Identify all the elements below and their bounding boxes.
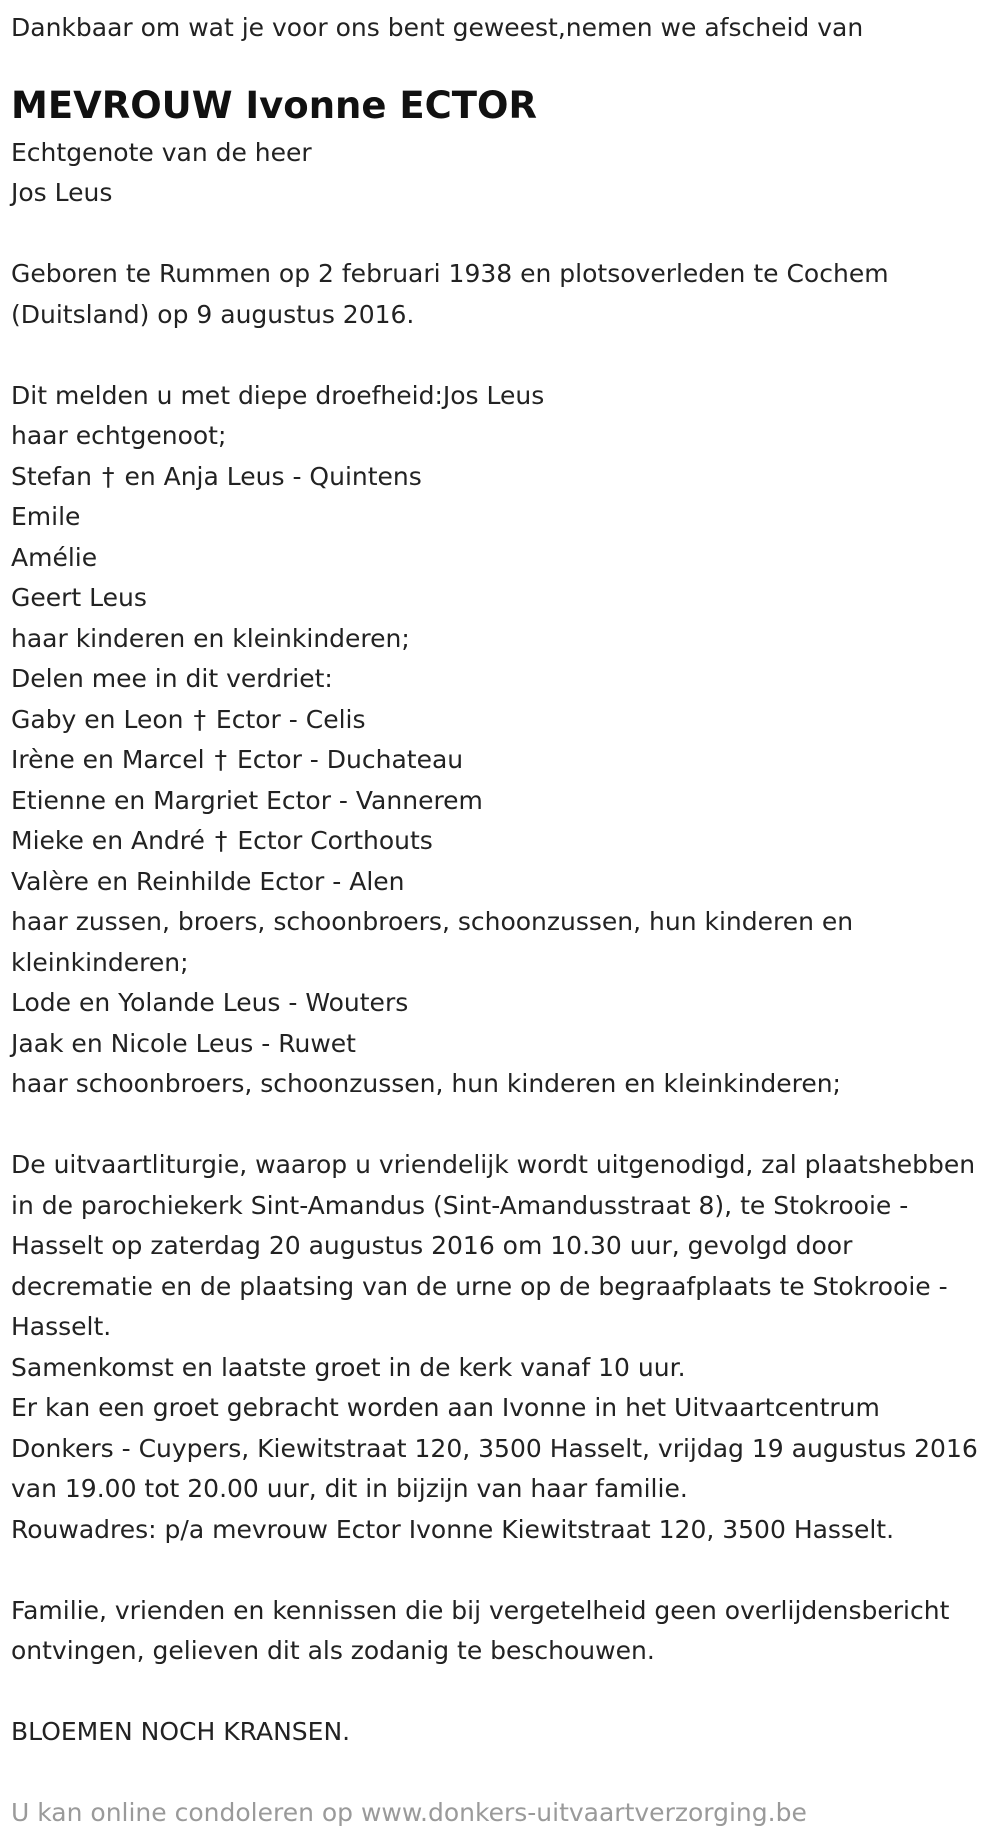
family-name: Ector Corthouts <box>237 826 433 855</box>
family-line <box>11 821 989 862</box>
family-name: Gaby en Leon <box>11 704 184 734</box>
family-name: Mieke en André <box>11 826 205 855</box>
family-line: Lode en Yolande Leus - Wouters <box>11 988 409 1017</box>
cross-icon: † <box>214 826 228 855</box>
ceremony-text: De uitvaartliturgie, waarop u vriendelijk wordt uitgenodigd, zal plaatshebben in de parochiekerk Sint-Amandus (Sint-Amandusstraat 8), te Stokrooie - Hasselt op zaterdag 20 augustus 2016 om 10.30 uur, gevolgd door decrematie en de plaatsing van de urne op de begraafplaats te Stokrooie - Hasselt. <box>11 1150 976 1341</box>
family-line: haar schoonbroers, schoonzussen, hun kinderen en kleinkinderen; <box>11 1069 841 1098</box>
family-line: haar zussen, broers, schoonbroers, schoonzussen, hun kinderen en kleinkinderen; <box>11 907 854 977</box>
birth-death-text: Geboren te Rummen op 2 februari 1938 en plotsoverleden te Cochem (Duitsland) op 9 augustus 2016. <box>11 259 889 329</box>
spacer <box>11 1672 989 1713</box>
family-line: Jaak en Nicole Leus - Ruwet <box>11 1028 356 1058</box>
family-line: Delen mee in dit verdriet: <box>11 664 333 693</box>
family-line: haar kinderen en kleinkinderen; <box>11 623 410 653</box>
family-line <box>11 457 989 498</box>
family-line: Dit melden u met diepe droefheid:Jos Leus <box>11 380 545 410</box>
spacer <box>11 335 989 376</box>
family-name: Ector - Celis <box>215 704 366 734</box>
farewell-text: Er kan een groet gebracht worden aan Ivonne in het Uitvaartcentrum Donkers - Cuypers, Kiewitstraat 120, 3500 Hasselt, vrijdag 19 augustus 2016 van 19.00 tot 20.00 uur, dit in bijzijn van haar familie. <box>11 1393 978 1503</box>
spacer <box>11 214 989 255</box>
family-line: Amélie <box>11 542 98 572</box>
flowers-notice: BLOEMEN NOCH KRANSEN. <box>11 1717 351 1746</box>
deceased-name: MEVROUW Ivonne ECTOR <box>11 83 537 127</box>
spouse-line-2: Jos Leus <box>11 178 113 207</box>
family-line <box>11 740 989 781</box>
intro-text: Dankbaar om wat je voor ons bent geweest,nemen we afscheid van <box>11 13 864 42</box>
family-line <box>11 700 989 741</box>
family-line: Valère en Reinhilde Ector - Alen <box>11 866 405 896</box>
mourning-address: Rouwadres: p/a mevrouw Ector Ivonne Kiewitstraat 120, 3500 Hasselt. <box>11 1514 895 1544</box>
spouse-line-1: Echtgenote van de heer <box>11 137 312 167</box>
family-line: Geert Leus <box>11 583 147 612</box>
spacer <box>11 1753 989 1794</box>
family-line: haar echtgenoot; <box>11 421 227 450</box>
cross-icon: † <box>101 461 115 491</box>
family-line: Emile <box>11 502 81 531</box>
spacer <box>11 1105 989 1146</box>
notice-text: Familie, vrienden en kennissen die bij vergetelheid geen overlijdensbericht ontvingen, gelieven dit als zodanig te beschouwen. <box>11 1595 950 1665</box>
gathering-text: Samenkomst en laatste groet in de kerk vanaf 10 uur. <box>11 1352 686 1382</box>
family-line: Etienne en Margriet Ector - Vannerem <box>11 785 483 815</box>
family-name: Ector - Duchateau <box>236 745 464 774</box>
online-condolence-link[interactable]: U kan online condoleren op www.donkers-uitvaartverzorging.be <box>11 1798 807 1827</box>
cross-icon: † <box>214 745 227 774</box>
spacer <box>11 1550 989 1591</box>
family-name: en Anja Leus - Quintens <box>124 461 422 491</box>
family-name: Stefan <box>11 461 93 491</box>
cross-icon: † <box>193 704 206 734</box>
family-name: Irène en Marcel <box>11 745 205 774</box>
